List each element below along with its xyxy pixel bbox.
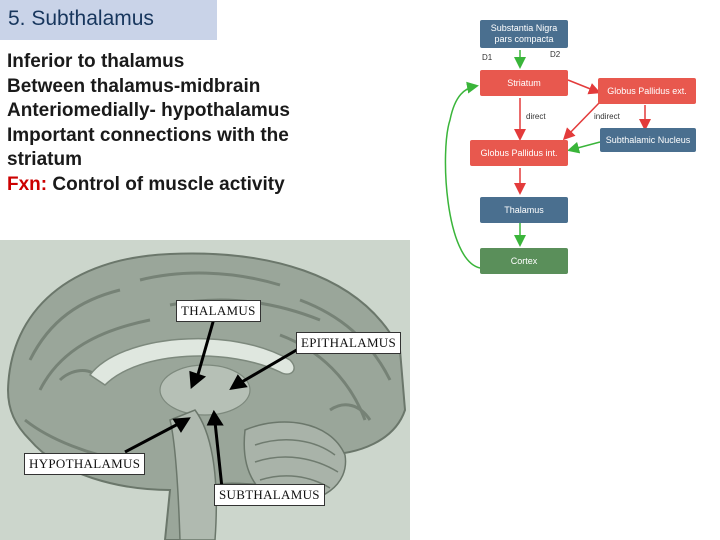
- node-substantia-nigra: [480, 20, 568, 48]
- bullet-list: [7, 50, 352, 198]
- label-d1: D1: [482, 53, 493, 62]
- label-thalamus: THALAMUS: [176, 300, 261, 322]
- label-hypothalamus: HYPOTHALAMUS: [24, 453, 145, 475]
- label-d2: D2: [550, 50, 561, 59]
- label-subthalamus: SUBTHALAMUS: [214, 484, 325, 506]
- node-thalamus: Thalamus: [480, 197, 568, 223]
- label-direct: direct: [526, 112, 546, 121]
- node-globus-pallidus-int: Globus Pallidus int.: [470, 140, 568, 166]
- function-text: Control of muscle activity: [47, 173, 285, 195]
- bullet-line: Anteriomedially- hypothalamus: [7, 100, 290, 122]
- slide-title: 5. Subthalamus: [8, 7, 154, 30]
- title-box: [0, 0, 217, 40]
- brain-sagittal-image: [0, 240, 410, 540]
- label-epithalamus: EPITHALAMUS: [296, 332, 401, 354]
- bullet-line: Between thalamus-midbrain: [7, 75, 261, 97]
- bullet-line: striatum: [7, 149, 82, 171]
- bullet-line: Important connections with the: [7, 124, 289, 146]
- node-cortex: Cortex: [480, 248, 568, 274]
- node-globus-pallidus-ext: Globus Pallidus ext.: [598, 78, 696, 104]
- basal-ganglia-diagram: [440, 10, 720, 280]
- bullet-line: Inferior to thalamus: [7, 51, 185, 72]
- function-label: Fxn:: [7, 173, 48, 195]
- function-line: [7, 173, 352, 198]
- brain-illustration: [0, 240, 410, 540]
- node-substantia-nigra-line2: pars compacta: [494, 34, 554, 44]
- label-indirect: indirect: [594, 112, 620, 121]
- node-striatum: Striatum: [480, 70, 568, 96]
- node-substantia-nigra-line1: Substantia Nigra: [490, 23, 558, 33]
- node-subthalamic-nucleus: Subthalamic Nucleus: [600, 128, 696, 152]
